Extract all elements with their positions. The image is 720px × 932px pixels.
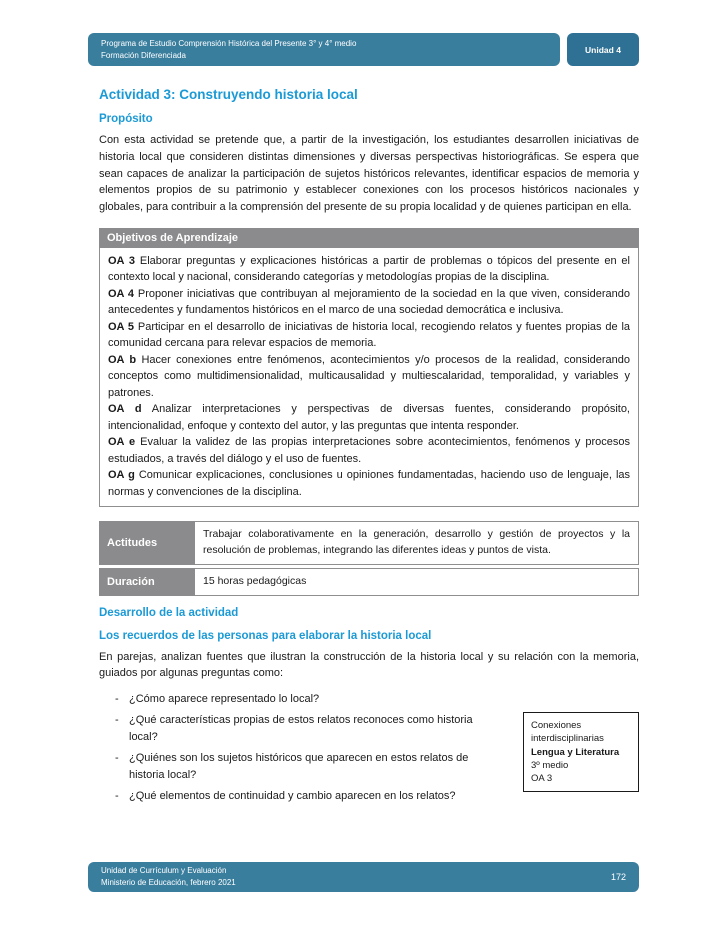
desarrollo-heading: Desarrollo de la actividad [99,606,239,619]
objetivos-body [99,248,639,508]
program-subtitle: Formación Diferenciada [101,50,186,60]
oa-text: Participar en el desarrollo de iniciativas de historia local, recogiendo relatos y fuentes propias de la comunidad cercana para relevar espacios de memoria. [108,320,631,350]
desarrollo-intro: En parejas, analizan fuentes que ilustran la construcción de la historia local y su relación con la memoria, guiados por algunas preguntas como: [99,650,639,680]
oa-text: Evaluar la validez de las propias interpretaciones sobre acontecimientos, fenómenos y procesos estudiados, a través del diálogo y el uso de fuentes. [108,436,631,465]
oa-item [108,286,630,319]
oa-text: Proponer iniciativas que contribuyan al mejoramiento de la sociedad en la que viven, considerando antecedentes y fundamentos históricos en el marco de una sociedad democrática e inclusiva. [108,287,630,317]
actitudes-text: Trabajar colaborativamente en la generación, desarrollo y gestión de proyectos y la resolución de problemas, integrando las diferentes ideas y puntos de vista. [195,521,639,565]
oa-label: OA g [108,469,135,482]
activity-title: Actividad 3: Construyendo historia local [99,87,358,103]
duracion-label: Duración [99,568,195,596]
question-item: - ¿Qué elementos de continuidad y cambio aparecen en los relatos? [99,788,499,805]
footer-line1: Unidad de Currículum y Evaluación [101,866,227,876]
duracion-row [99,568,639,596]
oa-item [108,467,630,500]
program-title: Programa de Estudio Comprensión Histórica del Presente 3° y 4° medio [101,39,357,48]
oa-item [108,401,630,434]
proposito-heading: Propósito [99,113,153,126]
oa-text: Comunicar explicaciones, conclusiones u opiniones fundamentadas, haciendo uso de lenguaje, las normas y convenciones de la disciplina. [108,469,631,498]
oa-label: OA d [108,403,142,416]
oa-label: OA 4 [108,287,135,300]
oa-label: OA e [108,436,136,449]
page-header [88,33,639,66]
objetivos-header: Objetivos de Aprendizaje [99,228,639,248]
question-item: - ¿Quiénes son los sujetos históricos que aparecen en estos relatos de historia local? [99,750,499,783]
header-program-info [88,33,560,66]
oa-text: Elaborar preguntas y explicaciones históricas a partir de problemas o tópicos del presente en el contexto local y nacional, considerando categorías y metodologías propias de la disciplina. [108,254,630,284]
oa-label: OA 5 [108,320,135,333]
oa-label: OA b [108,353,137,366]
actitudes-row [99,521,639,565]
oa-item [108,352,630,402]
page-footer [88,862,639,892]
duracion-text: 15 horas pedagógicas [195,568,639,596]
oa-item [108,319,630,352]
footer-info [101,865,236,888]
proposito-text: Con esta actividad se pretende que, a partir de la investigación, los estudiantes desarrollen iniciativas de historia local que consideren distintas dimensiones y diversas perspectivas historiográficas. Se espera que sean capaces de analizar la participación de sujetos históricos relevantes, identificar espacios de memoria y elementos propios de su patrimonio y establecer conexiones con los procesos históricos nacionales y globales, para contribuir a la comprensión del presente de su propia localidad y de quienes participan en ella. [99,134,639,214]
unit-badge: Unidad 4 [567,33,639,66]
actitudes-label: Actitudes [99,521,195,565]
page-number: 172 [610,872,626,882]
connections-box [523,712,639,792]
question-item: - ¿Qué características propias de estos relatos reconoces como historia local? [99,712,499,745]
oa-label: OA 3 [108,254,136,267]
connections-level: 3º medio [531,759,569,771]
recuerdos-subheading: Los recuerdos de las personas para elaborar la historia local [99,629,432,642]
connections-intro: Conexiones interdisciplinarias [531,719,604,745]
connections-subject: Lengua y Literatura [531,746,620,758]
oa-text: Hacer conexiones entre fenómenos, acontecimientos y/o procesos de la realidad, considerando conceptos como multidimensionalidad, multicausalidad y multiescalaridad, temporalidad, y variables y patrones. [108,353,631,399]
oa-item [108,253,630,286]
objetivos-table [99,228,639,508]
oa-text: Analizar interpretaciones y perspectivas de diversas fuentes, considerando propósito, intencionalidad, enfoque y contexto del autor, y las preguntas que intenta responder. [108,403,630,432]
questions-list [99,686,499,805]
questions-area [99,686,639,805]
question-item: - ¿Cómo aparece representado lo local? [99,691,499,708]
footer-line2: Ministerio de Educación, febrero 2021 [101,878,236,887]
main-content [99,87,639,805]
oa-item [108,434,630,467]
connections-oa: OA 3 [531,773,553,785]
